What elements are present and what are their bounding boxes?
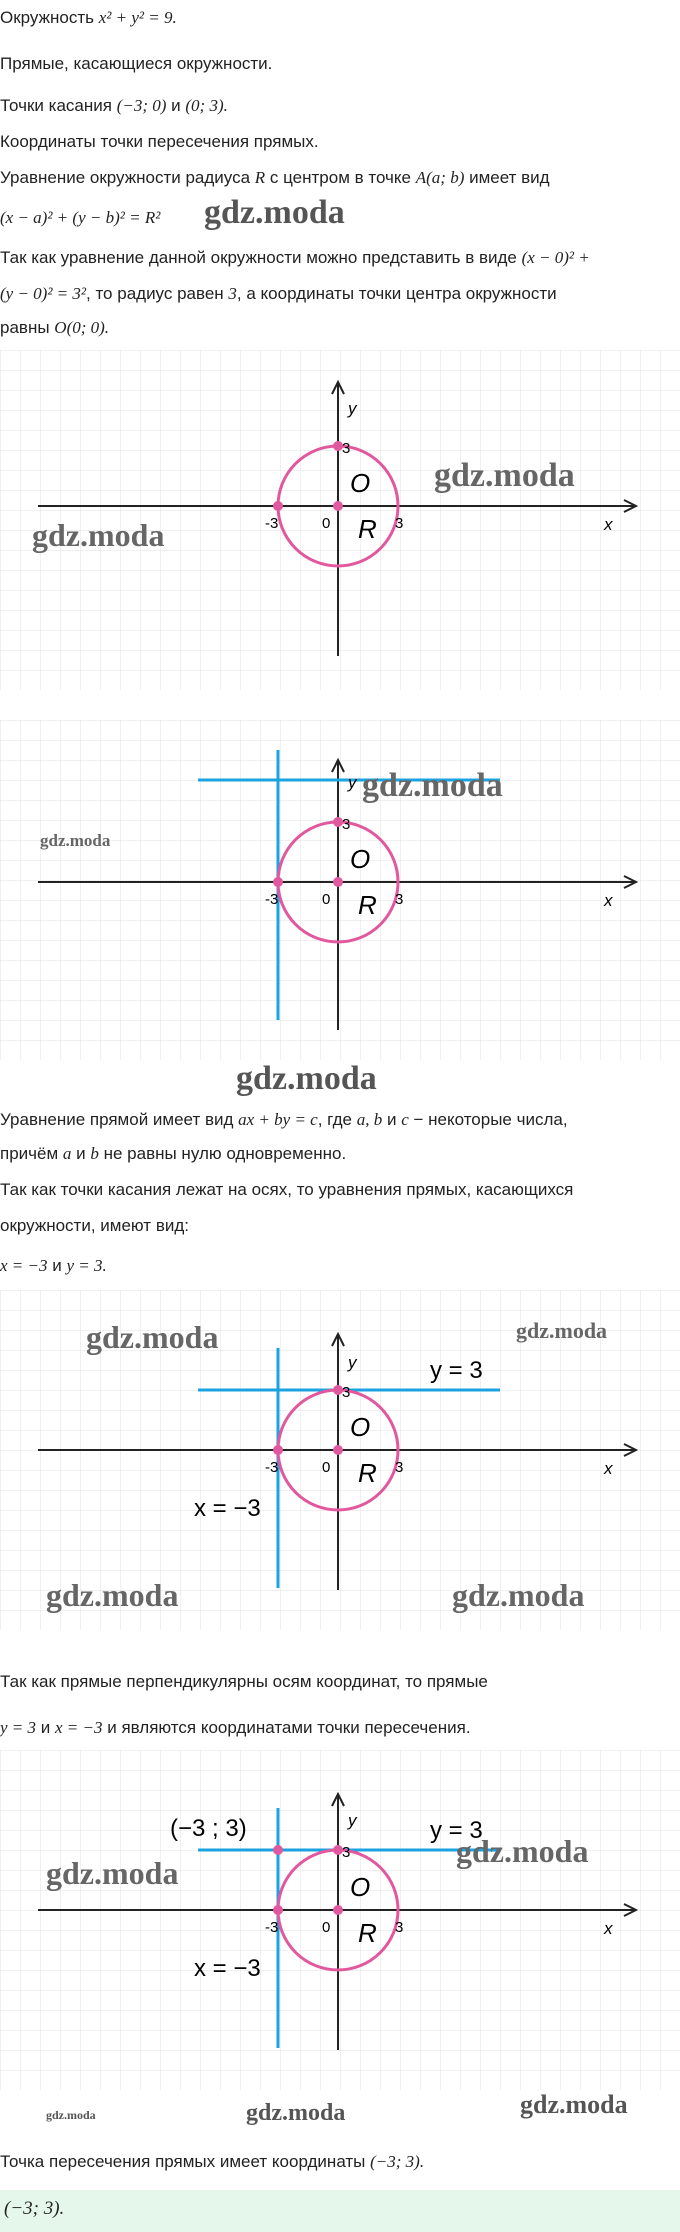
answer-value: (−3; 3). bbox=[4, 2198, 65, 2219]
x-axis-label: x bbox=[604, 891, 613, 910]
line-equation-text-1: Уравнение прямой имеет вид ax + by = c, где a, b и c − некоторые числа, bbox=[0, 1110, 568, 1129]
center-point bbox=[333, 877, 343, 887]
watermark: gdz.moda bbox=[236, 1060, 377, 1097]
watermark: gdz.moda bbox=[32, 517, 165, 553]
tangent-lines-heading: Прямые, касающиеся окружности. bbox=[0, 54, 273, 73]
watermark: gdz.moda bbox=[46, 1855, 179, 1891]
tangent-point-left bbox=[273, 501, 283, 511]
tangent-lines-text-2: окружности, имеют вид: bbox=[0, 1216, 189, 1235]
circle-equation-line: Окружность x² + y² = 9. bbox=[0, 8, 177, 27]
y-axis-label: y bbox=[348, 1353, 357, 1372]
circle-general-equation-text: Уравнение окружности радиуса R с центром в точке A(a; b) имеет вид bbox=[0, 168, 550, 187]
tangent-points-line: Точки касания (−3; 0) и (0; 3). bbox=[0, 96, 228, 115]
perpendicular-text-1: Так как прямые перпендикулярны осям координат, то прямые bbox=[0, 1672, 488, 1691]
explanation-line-2: (y − 0)² = 3², то радиус равен 3, а координаты точки центра окружности bbox=[0, 284, 557, 303]
watermark: gdz.moda bbox=[362, 767, 503, 804]
line-equation-text-2: причём a и b не равны нулю одновременно. bbox=[0, 1144, 347, 1163]
center-label: O bbox=[350, 468, 371, 498]
tick-pos3-y: 3 bbox=[342, 1384, 351, 1401]
origin-label: 0 bbox=[322, 891, 331, 908]
watermark: gdz.moda bbox=[516, 1318, 608, 1343]
origin-label: 0 bbox=[322, 515, 331, 532]
center-label: O bbox=[350, 1872, 371, 1902]
tick-pos3-y: 3 bbox=[342, 816, 351, 833]
intersection-label: (−3 ; 3) bbox=[170, 1815, 247, 1842]
explanation-line-1: Так как уравнение данной окружности можно представить в виде (x − 0)² + bbox=[0, 248, 590, 267]
center-point bbox=[333, 1445, 343, 1455]
tick-pos3-x: 3 bbox=[395, 515, 404, 532]
tick-pos3-x: 3 bbox=[395, 1459, 404, 1476]
grid-background bbox=[0, 720, 680, 1060]
line-y-label: y = 3 bbox=[430, 1817, 483, 1844]
figure-intersection bbox=[0, 1750, 680, 2090]
intersection-heading: Координаты точки пересечения прямых. bbox=[0, 132, 319, 151]
y-axis-label: y bbox=[348, 773, 357, 792]
tangent-point-left bbox=[273, 877, 283, 887]
tick-neg3: -3 bbox=[265, 1459, 279, 1476]
perpendicular-text-2: y = 3 и x = −3 и являются координатами точки пересечения. bbox=[0, 1718, 471, 1737]
radius-label: R bbox=[358, 514, 377, 544]
tick-neg3: -3 bbox=[265, 1919, 279, 1936]
tangent-lines-text-1: Так как точки касания лежат на осях, то уравнения прямых, касающихся bbox=[0, 1180, 574, 1199]
x-axis-label: x bbox=[604, 1459, 613, 1478]
tick-neg3: -3 bbox=[265, 891, 279, 908]
watermark: gdz.moda bbox=[40, 831, 111, 850]
line-y-label: y = 3 bbox=[430, 1357, 483, 1384]
x-axis-label: x bbox=[604, 515, 613, 534]
tangent-point-left bbox=[273, 1445, 283, 1455]
tick-pos3-y: 3 bbox=[342, 440, 351, 457]
figure-circle bbox=[0, 350, 680, 690]
radius-label: R bbox=[358, 1458, 377, 1488]
center-label: O bbox=[350, 1412, 371, 1442]
circle-general-formula: (x − a)² + (y − b)² = R² bbox=[0, 208, 161, 227]
y-axis-label: y bbox=[348, 1811, 357, 1830]
conclusion-text: Точка пересечения прямых имеет координаты (−3; 3). bbox=[0, 2152, 425, 2171]
center-point bbox=[333, 501, 343, 511]
watermark: gdz.moda bbox=[46, 2108, 96, 2122]
watermark: gdz.moda bbox=[204, 194, 345, 231]
line-x-label: x = −3 bbox=[194, 1495, 261, 1522]
watermark: gdz.moda bbox=[452, 1577, 585, 1613]
figure-tangents-labeled bbox=[0, 1290, 680, 1630]
answer-box bbox=[0, 2190, 680, 2232]
watermark: gdz.moda bbox=[86, 1319, 219, 1355]
watermark: gdz.moda bbox=[434, 457, 575, 494]
tangent-lines-equations: x = −3 и y = 3. bbox=[0, 1256, 107, 1275]
center-point bbox=[333, 1905, 343, 1915]
watermark: gdz.moda bbox=[520, 2090, 628, 2119]
line-x-label: x = −3 bbox=[194, 1955, 261, 1982]
y-axis-label: y bbox=[348, 399, 357, 418]
origin-label: 0 bbox=[322, 1919, 331, 1936]
explanation-line-3: равны O(0; 0). bbox=[0, 318, 110, 337]
center-label: O bbox=[350, 844, 371, 874]
intersection-point bbox=[273, 1845, 283, 1855]
figure-tangents bbox=[0, 720, 680, 1060]
tick-pos3-y: 3 bbox=[342, 1844, 351, 1861]
watermark: gdz.moda bbox=[246, 2100, 346, 2126]
watermark: gdz.moda bbox=[46, 1577, 179, 1613]
tangent-point-left bbox=[273, 1905, 283, 1915]
tick-pos3-x: 3 bbox=[395, 1919, 404, 1936]
x-axis-label: x bbox=[604, 1919, 613, 1938]
origin-label: 0 bbox=[322, 1459, 331, 1476]
watermark: gdz.moda bbox=[456, 1833, 589, 1869]
radius-label: R bbox=[358, 890, 377, 920]
radius-label: R bbox=[358, 1918, 377, 1948]
tick-pos3-x: 3 bbox=[395, 891, 404, 908]
tick-neg3: -3 bbox=[265, 515, 279, 532]
grid-background bbox=[0, 1750, 680, 2090]
